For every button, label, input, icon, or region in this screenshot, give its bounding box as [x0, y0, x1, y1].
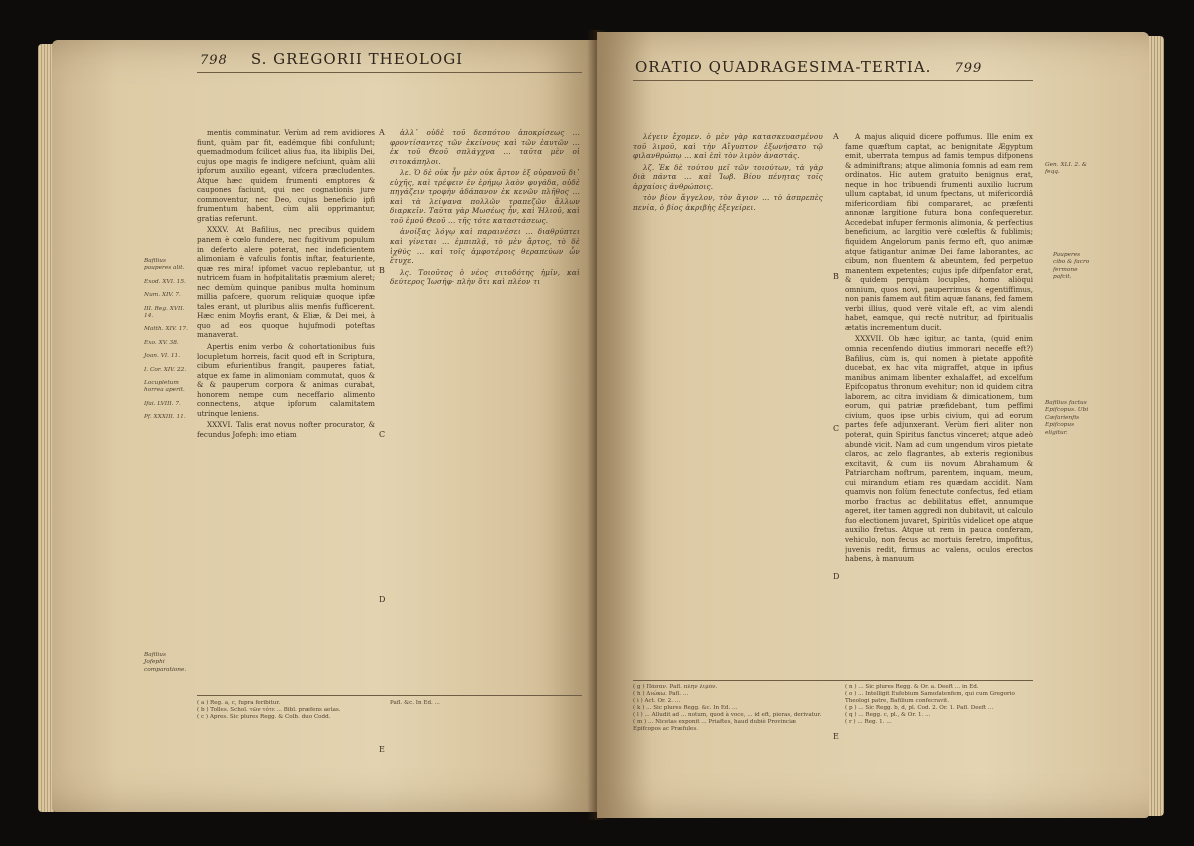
- right-page: [597, 32, 1149, 818]
- right-greek-column: [633, 132, 823, 672]
- left-footnotes-b: [390, 700, 580, 770]
- right-margin-note-1: [1045, 162, 1089, 183]
- greek-paragraph: λε. Ὁ δὲ οὐκ ἦν μὲν οὐκ ἄρτον ἐξ οὐρανοῦ δι᾽ εὐχῆς, καὶ τρέφειν ἐν ἐρήμῳ λαὸν φυγάδα, οὐδὲ πηγάζειν τροφὴν ἀδάπανον ἐκ κενῶν πλῆθος ... καὶ τὰ λείψανα πολλῶν τραπεζῶν ἄλλων διαρκεῖν. Ταῦτα γὰρ Μωσέως ἦν, καὶ Ἡλιοῦ, καὶ τοῦ ἐμοῦ Θεοῦ ... τῆς τότε καταστάσεως.: [390, 168, 580, 225]
- greek-paragraph: λέγειν ἔχομεν. ὁ μὲν γὰρ κατασκευασμένου τοῦ λιμοῦ, καὶ τὴν Αἴγυπτον ἐξωνήσατο τῷ φιλανθρώπῳ ... καὶ ἐπὶ τὸν λιμὸν ἀναστάς.: [633, 132, 823, 161]
- right-foot-rule: [633, 680, 1033, 681]
- col-letter-b: B: [379, 266, 385, 275]
- footnote: ( i ) Act. Or. 2. ...: [633, 698, 681, 704]
- latin-paragraph: Apertis enim verbo & cohortationibus fuis locupletum horreis, facit quod eft in Scriptura, cibum efurientibus frangit, pauperes fatiat, atque ex fame in alimoniam commutat, quos & & & pauperum corpora & animas curabat, honorem nempe cum neceffario alimento connectens, atque ipforum calamitatem utrinque leniens.: [197, 342, 375, 418]
- left-latin-column: [197, 128, 375, 688]
- left-margin-notes: [144, 258, 188, 428]
- col-letter-a: A: [379, 128, 385, 137]
- margin-note: I. Cor. XIV. 22.: [144, 366, 187, 373]
- footnote: ( k ) ... Sic plures Regg. &c. In Ed. ...: [633, 705, 738, 711]
- footnote: ( l ) ... Alludit ad ... notum, quod à voce, ... id eft, pieras, derivatur.: [633, 712, 822, 718]
- margin-note: Matth. XIV. 17.: [144, 326, 188, 333]
- margin-note: Joan. VI. 11.: [144, 353, 181, 360]
- left-page: [52, 40, 597, 812]
- margin-note: Bafilius factus Epifcopus. Ubi Cæfarienfis Epifcopus eligitur.: [1045, 400, 1089, 436]
- latin-paragraph: XXXVII. Ob hæc igitur, ac tanta, (quid enim omnia recenfendo diutius immorari neceffe eft?) Bafilius, cùm is, qui nomen à pietate appofitè ducebat, ex hac vita migraffet, atque in ipfius manibus animam libenter exhalaffet, ad excelfum Epifcopatus thronum evehitur; non id quidem citra laborem, ac citra invidiam & dimicationem, tum eorum, qui patriæ præfidebant, tum peffimi civium, quos ipse urbis civium, qui ad eorum partes fefe adjunxerant. Verùm fieri aliter non poterat, quin Spiritus fanctus vinceret; atque adeò abundè vicit. Nam ad cum ungendum viros pietate claros, ac zelo flagrantes, ab exteris regionibus excitavit, & cum iis novum Abrahamum & Patriarcham noftrum, parentem, inquam, meum, cui mirandum etiam res quædam accidit. Nam quamvis non folùm fenectute confectus, fed etiam morbo fractus ac debilitatus effet, annumque ageret, iter tamen aggredi non dubitavit, ut calculo fuo electionem juvaret, Spiritûs videlicet ope atque auxilio fretus. Atque ut rem in pauca conferam, vehiculo, non fecus ac mortuis feretro, impofitus, juvenis redit, firmus ac valens, oculos erectos habens, à manuum: [845, 334, 1033, 564]
- right-latin-column: [845, 132, 1033, 677]
- right-page-number: 799: [954, 61, 983, 76]
- left-page-number: 798: [200, 53, 228, 68]
- left-margin-note-bottom: [144, 652, 188, 680]
- col-letter-b: B: [833, 272, 839, 281]
- right-running-head: [635, 58, 982, 76]
- col-letter-e: E: [833, 732, 839, 741]
- right-footnotes-b: [845, 684, 1033, 774]
- col-letter-d: D: [379, 595, 386, 604]
- margin-note: Pf. XXXIII. 11.: [144, 414, 186, 421]
- col-letter-c: C: [833, 424, 840, 433]
- right-footnotes-a: [633, 684, 823, 774]
- latin-paragraph: XXXVI. Talis erat novus nofter procurator, & fecundus Jofeph: imo etiam: [197, 420, 375, 439]
- right-title: ORATIO QUADRAGESIMA-TERTIA.: [635, 58, 932, 76]
- col-letter-a: A: [833, 132, 839, 141]
- footnote: ( h ) Διώκω. Pafl. ...: [633, 691, 689, 697]
- footnote: ( g ) Πάσαν. Pafl. πλήν λιμόν.: [633, 684, 718, 690]
- margin-note: III. Reg. XVII. 14.: [144, 305, 185, 320]
- latin-paragraph: mentis comminatur. Verùm ad rem avidiores fiunt, quàm par fit, eadémque fibi confulunt; quemadmodum fcilicet alius fua, ita libiplis Dei, cujus ope magis fe indigere nefciunt, quàm alii ipforum auxilio egeant, vifcera præcludentes. Atque hæc quidem frumenti emptores & caupones faciunt, qui nec cognationis jure commoventur, nec Deo, cujus beneficio ipfi frumentum habent, cùm alii opprimantur, gratias referunt.: [197, 128, 375, 223]
- left-running-head: [200, 50, 463, 68]
- right-margin-note-2: [1053, 252, 1093, 288]
- margin-note: Bafilius pauperes alit.: [144, 258, 185, 272]
- col-letter-c: C: [379, 430, 386, 439]
- margin-note: Exod. XVI. 15.: [144, 278, 186, 285]
- left-greek-column: [390, 128, 580, 688]
- greek-paragraph: τὸν βίον ἄγγελον, τὸν ἅγιον ... τὸ ἀσπρεπὲς πενία, ὁ βίος ἀκριβὴς ἐξεγείρει.: [633, 193, 823, 212]
- left-head-rule: [197, 72, 582, 73]
- col-letter-d: D: [833, 572, 840, 581]
- footnote: ( b ) Tolles. Schol. τῶν τότε ... Bibl. præfens aetas.: [197, 707, 341, 713]
- left-title: S. GREGORII THEOLOGI: [250, 50, 464, 68]
- left-foot-rule: [197, 695, 582, 696]
- greek-paragraph: ἀλλ᾽ οὐδὲ τοῦ δεσπότου ἀποκρίσεως ... φροντίσαντες τῶν ἐκείνους καὶ τῶν ἑαυτῶν ... ἐκ τοῦ Θεοῦ σπλάγχνα ... ταῦτα μὲν οἱ σιτοκάπηλοι.: [390, 128, 580, 166]
- latin-paragraph: XXXV. At Bafilius, nec precibus quidem panem è cœlo fundere, nec fugitivum populum in deferto alere poterat, nec indeficientem alimoniam è vafculis fontis inftar, featuriente, quæ res mira! ipfomet vacuo replebantur, ut nutricem fuam in hofpitalitatis præmium aleret; nec demùm quinque panibus multa hominum millia pafcere, quorum reliquiæ quoque ipfæ tales erant, ut pluribus aliis menfis fufficerent. Hæc enim Moyfis erant, & Eliæ, & Dei mei, à quo ad eos quoque hujufmodi poteftas manaverat.: [197, 225, 375, 340]
- margin-note: Locupletum horrea aperit.: [144, 380, 185, 394]
- footnote: ( o ) ... Intelligit Eufebium Samofatenfem, qui cum Gregorio Theologi patre, Bafilium confecravit.: [845, 691, 1015, 704]
- margin-note: Exo. XV. 38.: [144, 339, 179, 346]
- footnote: Pafl. &c. In Ed. ...: [390, 700, 440, 706]
- footnote: ( m ) ... Nicetas exponit ... Priaftes, haud dubiè Provinciæ Epifcopos ac Præfules.: [633, 719, 797, 732]
- footnote: ( r ) ... Reg. 1. ...: [845, 719, 892, 725]
- footnote: ( p ) ... Sic Regg. b, d, pl. Cod. 2. Or. 1. Pafl. Deeft ...: [845, 705, 994, 711]
- greek-paragraph: ἀνοίξας λόγῳ καὶ παραινέσει ... διαθρύπτει καὶ γίνεται ... ἐμπιπλᾷ, τὸ μὲν ἄρτος, τὸ δὲ ἰχθύς ... καὶ τοῖς ἀμφοτέροις θεραπεύων ὧν ἔτυχε.: [390, 227, 580, 266]
- margin-note: Num. XIV. 7.: [144, 292, 181, 299]
- left-footnotes-a: [197, 700, 377, 770]
- greek-paragraph: λζ. Ἐκ δὲ τούτου μεῖ τῶν τοιούτων, τὰ γὰρ διὰ πάντα ... καὶ Ἰωβ. Βίου πένητας τοῖς ἀρχαίοις ἀνθρώποις.: [633, 162, 823, 191]
- greek-paragraph: λς. Τοιοῦτος ὁ νέος σιτοδότης ἡμῖν, καὶ δεύτερος Ἰωσήφ· πλὴν ὅτι καὶ πλέον τι: [390, 267, 580, 287]
- col-letter-e: E: [379, 745, 385, 754]
- margin-note: Gen. XLI. 2. & feqq.: [1045, 162, 1087, 176]
- footnote: ( c ) Apres. Sic plures Regg. & Colb. duo Codd.: [197, 714, 331, 720]
- margin-note: Bafilius Jofephi comparatione.: [144, 652, 187, 673]
- margin-note: Pauperes cibo & facro fermone pafcit.: [1053, 252, 1090, 281]
- footnote: ( a ) Reg. a, c, fupra feribitur.: [197, 700, 281, 706]
- margin-note: Ifai. LVIII. 7.: [144, 400, 181, 407]
- footnote: ( n ) ... Sic plures Regg. & Or. a. Deeft ... in Ed.: [845, 684, 979, 690]
- latin-paragraph: A majus aliquid dicere poffumus. Ille enim ex fame quæftum captat, ac benignitate Ægyptum emit, uberrata tempus ad famis tempus difponens & adminiftrans; atque alimonia fomnis ad eam rem ordinatos. Hic autem gratuito benignus erat, neque in hoc tribuendi frumenti auxilio lucrum ullum captabat, id unum fpectans, ut mifericordiâ mifericordiam fibi compararet, ac præfenti annonæ largitione futura bona confequeretur. Accedebat infuper fermonis alimonia, & perfectius beneficium, ac largitio verè cœleftis & fublimis; fiquidem Angelorum panis fermo eft, quo animæ atque fatigantur animæ Dei fame laborantes, ac cibum, non fluentem & abeuntem, fed perpetuo manentem expetentes; cujus ipfe difpenfator erat, & quidem perquàm locuples, homo aliòqui omnium, quos novi, pauperrimus & egentiffimus, non panis famem aut fitim aquæ fanans, fed famem verbi illius, quod verè vitale eft, ac vim alendi habet, eamque, qui rectè nutritur, ad fpiritualis ætatis incrementum ducit.: [845, 132, 1033, 332]
- right-head-rule: [633, 80, 1033, 81]
- right-margin-note-3: [1045, 400, 1089, 443]
- footnote: ( q ) ... Regg. c, pl., & Or. 1. ...: [845, 712, 931, 718]
